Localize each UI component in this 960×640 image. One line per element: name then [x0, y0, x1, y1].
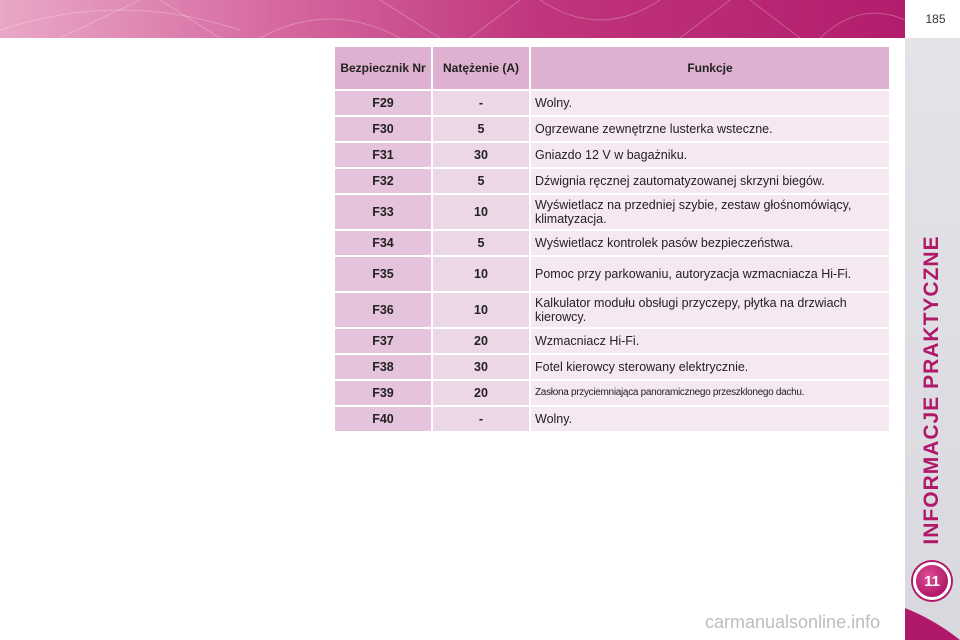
table-row	[335, 91, 889, 115]
fuse-amperage: 5	[433, 231, 529, 255]
fuse-number: F32	[335, 169, 431, 193]
fuse-function: Fotel kierowcy sterowany elektrycznie.	[531, 355, 889, 379]
fuse-number: F37	[335, 329, 431, 353]
fuse-function: Kalkulator modułu obsługi przyczepy, płytka na drzwiach kierowcy.	[531, 293, 889, 327]
table-row	[335, 257, 889, 291]
fuse-function: Gniazdo 12 V w bagażniku.	[531, 143, 889, 167]
fuse-number: F40	[335, 407, 431, 431]
fuse-function: Wolny.	[531, 407, 889, 431]
table-row	[335, 381, 889, 405]
header-amperage: Natężenie (A)	[433, 47, 529, 89]
bottom-swoosh	[905, 600, 960, 640]
fuse-number: F30	[335, 117, 431, 141]
fuse-number: F29	[335, 91, 431, 115]
fuse-function: Dźwignia ręcznej zautomatyzowanej skrzyni biegów.	[531, 169, 889, 193]
fuse-number: F38	[335, 355, 431, 379]
table-header-row	[335, 47, 889, 89]
top-banner	[0, 0, 905, 38]
fuse-amperage: 20	[433, 381, 529, 405]
fuse-function: Zasłona przyciemniająca panoramicznego przeszklonego dachu.	[531, 381, 889, 405]
fuse-number: F39	[335, 381, 431, 405]
table-row	[335, 169, 889, 193]
watermark: carmanualsonline.info	[705, 612, 881, 632]
page-number: 185	[905, 0, 960, 38]
fuse-amperage: 30	[433, 355, 529, 379]
table-row	[335, 407, 889, 431]
fuse-function: Wyświetlacz na przedniej szybie, zestaw głośnomówiący, klimatyzacja.	[531, 195, 889, 229]
table-row	[335, 293, 889, 327]
fuse-amperage: 10	[433, 293, 529, 327]
fuse-number: F31	[335, 143, 431, 167]
fuse-function: Wolny.	[531, 91, 889, 115]
fuse-amperage: 30	[433, 143, 529, 167]
banner-pattern	[0, 0, 905, 38]
fuse-amperage: -	[433, 91, 529, 115]
table-row	[335, 231, 889, 255]
table-row	[335, 329, 889, 353]
fuse-number: F35	[335, 257, 431, 291]
fuse-function: Ogrzewane zewnętrzne lusterka wsteczne.	[531, 117, 889, 141]
header-function: Funkcje	[531, 47, 889, 89]
fuse-amperage: 20	[433, 329, 529, 353]
fuse-number: F33	[335, 195, 431, 229]
fuse-number: F36	[335, 293, 431, 327]
fuse-amperage: 5	[433, 169, 529, 193]
header-fuse-no: Bezpiecznik Nr	[335, 47, 431, 89]
chapter-title: INFORMACJE PRAKTYCZNE	[920, 235, 943, 545]
fuse-amperage: 10	[433, 257, 529, 291]
fuse-amperage: 10	[433, 195, 529, 229]
fuse-table	[333, 45, 891, 433]
table-row	[335, 355, 889, 379]
table-row	[335, 143, 889, 167]
fuse-function: Pomoc przy parkowaniu, autoryzacja wzmacniacza Hi-Fi.	[531, 257, 889, 291]
table-row	[335, 195, 889, 229]
fuse-number: F34	[335, 231, 431, 255]
chapter-number-badge: 11	[913, 562, 951, 600]
fuse-amperage: -	[433, 407, 529, 431]
fuse-amperage: 5	[433, 117, 529, 141]
fuse-function: Wzmacniacz Hi-Fi.	[531, 329, 889, 353]
table-row	[335, 117, 889, 141]
fuse-function: Wyświetlacz kontrolek pasów bezpieczeństwa.	[531, 231, 889, 255]
